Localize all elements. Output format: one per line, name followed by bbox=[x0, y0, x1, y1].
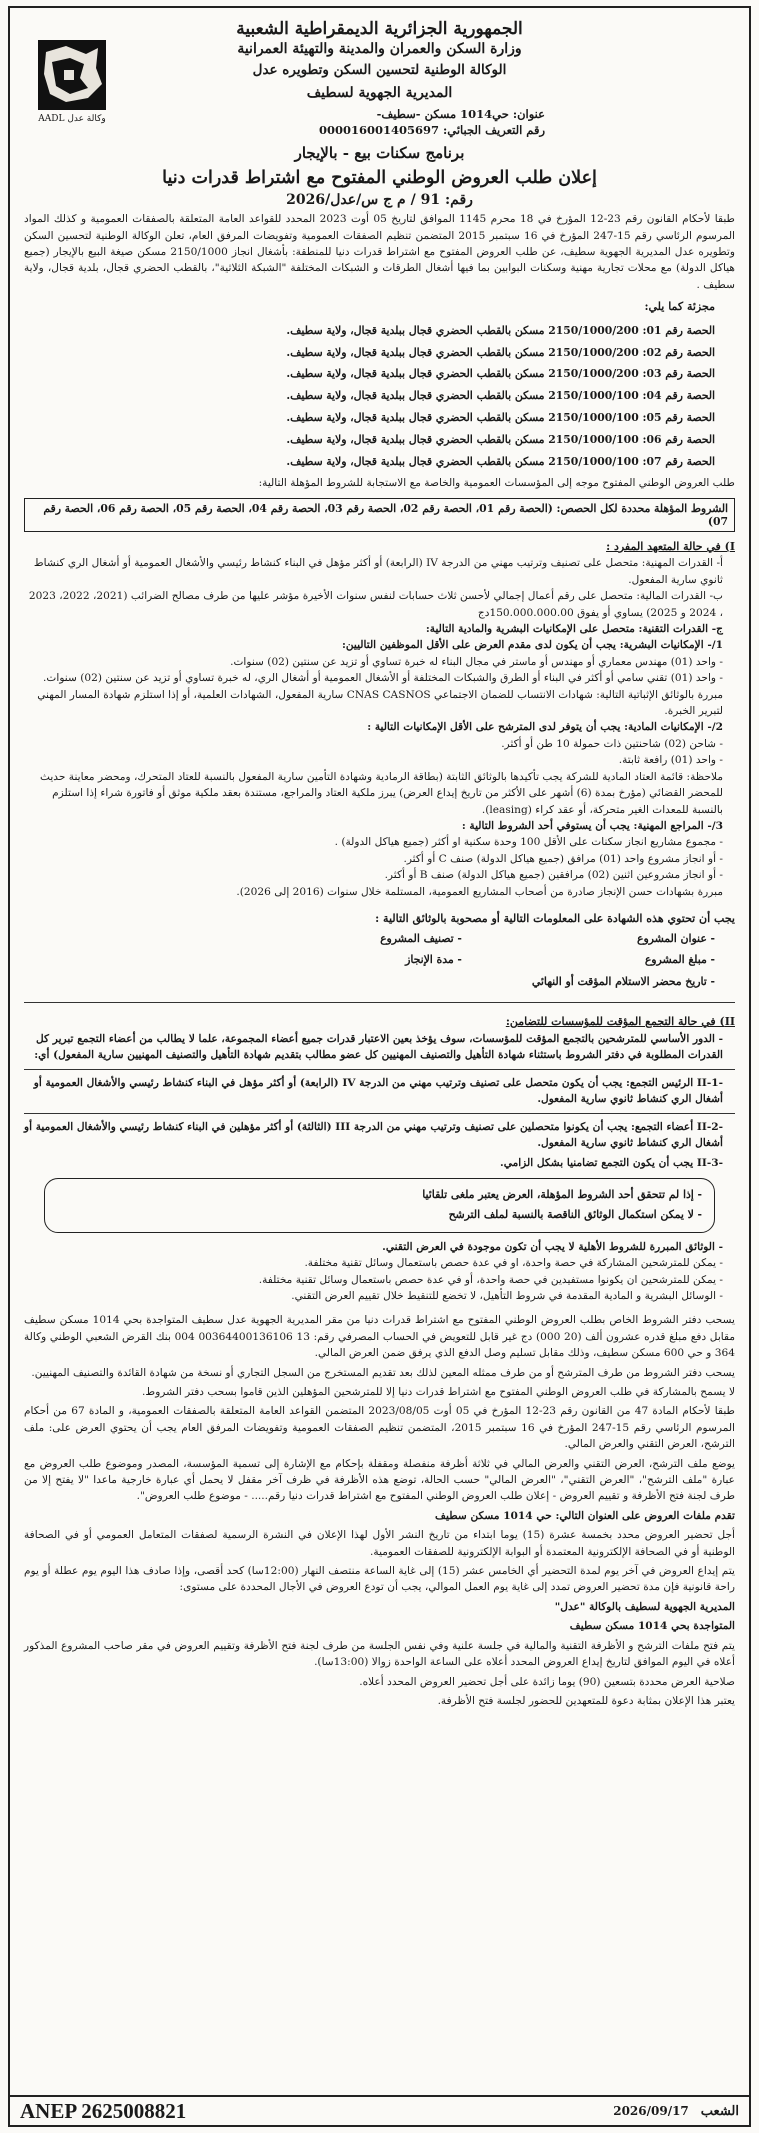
duration-paragraph: أجل تحضير العروض محدد بخمسة عشرة (15) يوما ابتداء من تاريخ النشر الأول لهذا الإعلان في النشرة الرسمية لصفقات المتعامل العمومي أو في الصحافة الوطنية أو في الصحافة الإلكترونية المعتمدة أو البوابة الإلكترونية للصفقات العمومية. bbox=[24, 1529, 735, 1558]
participation-paragraph: لا يسمح بالمشاركة في طلب العروض الوطني المفتوح مع اشتراط قدرات دنيا إلا للمترشحين المؤهلين الذين قاموا بسحب دفتر الشروط. bbox=[142, 1386, 735, 1398]
address-line: عنوان: حي1014 مسكن -سطيف- bbox=[376, 107, 545, 122]
validity-paragraph: صلاحية العرض محددة بتسعين (90) يوما زائدة على أجل تحضير العروض المحدد أعلاه. bbox=[359, 1675, 735, 1688]
human-resources: 1/- الإمكانيات البشرية: يجب أن يكون لدى مقدم العرض على الأقل الموظفين التاليين: bbox=[341, 639, 723, 652]
intro-paragraph: طبقا لأحكام القانون رقم 23-12 المؤرخ في 18 محرم 1145 الموافق لتاريخ 05 أوت 2023 المحدد للقواعد العامة المتعلقة بالصفقات العمومية و كذلك المواد المرسوم الرئاسي رقم 15-247 المؤرخ في 16 سبتمبر 2015 المتضمن تنظيم الصفقات العمومية وتفويضات المرفق العام، تعلن الوكالة الوطنية لتحسين السكن وتطويره عدل المديرية الجهوية سطيف، عن طلب العروض المفتوح مع اشتراط قدرات دنيا للمنطقة: بأشغال انجاز 2150/1000 مسكن صيغة البيع بالإيجار (جميع هياكل الدولة) مع محلات تجارية مهنية وسكنات البوابين بما فيها أشغال الطرقات و الشبكات المختلفة "الشبكة الثلاثية"، بالقطب الحضري قجال، بلدية قجال، ولاية سطيف . bbox=[24, 213, 736, 291]
certificate-fields bbox=[24, 928, 735, 993]
rejection-conditions-box bbox=[44, 1178, 715, 1233]
directorate-title: المديرية الجهوية لسطيف bbox=[306, 84, 453, 101]
deposit-location: المديرية الجهوية لسطيف بالوكالة "عدل" bbox=[554, 1600, 735, 1613]
reference-number: رقم: 91 / م ج س/عدل/2026 bbox=[286, 192, 473, 209]
financial-capacity: ب- القدرات المالية: متحصل على رقم أعمال إجمالي لأحسن ثلاث حسابات لنفس سنوات الأخيرة مؤشر عليها من طرف مصالح الضرائب (2021، 2022، 2023 ، 2024 و 2025) يساوي أو يفوق 150.000.000.00دج bbox=[28, 590, 723, 619]
envelope-paragraph: يوضع ملف الترشح، العرض التقني والعرض المالي في ثلاثة أظرفة منفصلة ومقفلة بإحكام مع الإشارة إلى تسمية المؤسسة، المصدر وموضوع طلب العروض مع عبارة "ملف الترشح"، "العرض التقني"، "العرض المالي" حسب الحالة، توضع هذه الأظرفة في ظرف آخر مقفل لا يحمل أي عبارة خارجية ماعدا "لا يفتح إلا من طرف لجنة فتح الأظرفة و تقييم العروض - إعلان طلب العروض الوطني المفتوح مع اشتراط قدرات دنيا رقم..... - موضوع طلب العروض". bbox=[24, 1457, 735, 1503]
human-resource-item: - واحد (01) تقني سامي أو أكثر في البناء أو الطرق والشبكات المختلفة أو الأشغال العمومية أو أشغال الري، له خبرة تساوي أو تزيد عن سنتين (02) سنوات. bbox=[43, 672, 723, 685]
ministry-title: وزارة السكن والعمران والمدينة والتهيئة العمرانية bbox=[237, 41, 522, 58]
consortium-members: -2-II أعضاء التجمع: يجب أن يكونوا متحصلين على تصنيف وترتيب مهني من الدرجة III (الثالثة) أو أكثر مؤهلين في البناء كنشاط رئيسي والأشغال العمومية أو أشغال الري كنشاط ثانوي سارية المفعول. bbox=[23, 1120, 723, 1149]
withdraw-paragraph: يسحب دفتر الشروط الخاص بطلب العروض الوطني المفتوح مع اشتراط قدرات دنيا من مقر المديرية الجهوية عدل سطيف المتواجدة بحي 1014 مسكن سطيف مقابل دفع مبلغ قدره عشرون ألف (20 000) دج غير قابل للتعويض في الحساب المصرفي رقم: 13 00364400136106 004 بنك القرض الشعبي الوطني وكالة 364 و حي 600 مسكن سطيف، وذلك مقابل تسليم وصل الدفع الذي يرفق ضمن العرض المالي. bbox=[24, 1314, 736, 1360]
divider bbox=[24, 1113, 735, 1114]
lot-item: الحصة رقم 04: 2150/1000/100 مسكن بالقطب الحضري قجال ببلدية قجال، ولاية سطيف. bbox=[286, 389, 715, 403]
professional-references: 3/- المراجع المهنية: يجب أن يستوفي أحد الشروط التالية : bbox=[461, 819, 723, 832]
certificate-field: - مدة الإنجاز bbox=[405, 953, 462, 967]
lot-item: الحصة رقم 02: 2150/1000/200 مسكن بالقطب الحضري قجال ببلدية قجال، ولاية سطيف. bbox=[286, 345, 715, 359]
material-resources-note: ملاحظة: قائمة العتاد المادية للشركة يجب تأكيدها بالوثائق الثابتة (بطاقة الرمادية وشهادة التأمين سارية المفعول بالنسبة للعتاد المتحرك، ومحضر معاينة حديث للمحضر القضائي (مؤرخ بمدة (6) أشهر على الأكثر من تاريخ إيداع العرض) يبرز ملكية العتاد والمراجع، مستندة بعقد ملكية موثق أو فاتورة شراء إذا استلزم بالنسبة للمعدات الغير متحركة، أو عقد كراء (leasing). bbox=[39, 770, 723, 816]
submission-address: تقدم ملفات العروض على العنوان التالي: حي 1014 مسكن سطيف bbox=[435, 1509, 735, 1522]
logo-caption: وكالة عدل AADL bbox=[38, 114, 106, 124]
note-item: - يمكن للمترشحين المشاركة في حصة واحدة، او في عدة حصص باستعمال وسائل تقنية مختلفة. bbox=[304, 1257, 723, 1270]
reference-item: - أو انجاز مشروعين اثنين (02) مرافقين (جميع هياكل الدولة) صنف B أو أكثر. bbox=[384, 869, 723, 882]
certificate-field: - تصنيف المشروع bbox=[380, 931, 462, 945]
consortium-leader: -1-II الرئيس التجمع: يجب أن يكون متحصل على تصنيف وترتيب مهني من الدرجة IV (الرابعة) أو أكثر مؤهل في البناء كنشاط رئيسي والأشغال العمومية أو أشغال الري كنشاط ثانوي سارية المفعول. bbox=[33, 1076, 723, 1106]
certificate-field: - مبلغ المشروع bbox=[644, 953, 715, 967]
certificate-field: - عنوان المشروع bbox=[637, 931, 715, 945]
reference-item: - أو انجاز مشروع واحد (01) مرافق (جميع هياكل الدولة) صنف C أو أكثر. bbox=[403, 852, 723, 865]
invitation-paragraph: يعتبر هذا الإعلان بمثابة دعوة للمتعهدين للحضور لجلسة فتح الأظرفة. bbox=[437, 1694, 735, 1707]
section-single-bidder: I) في حالة المتعهد المفرد : bbox=[606, 539, 735, 553]
law-paragraph: طبقا لأحكام المادة 47 من القانون رقم 23-12 المؤرخ في 05 أوت 2023/08/05 المتضمن القواعد العامة المتعلقة بالصفقات العمومية، و المادة 67 من أحكام المرسوم الرئاسي رقم 15-247 المؤرخ في 16 سبتمبر 2015، المتضمن تنظيم الصفقات العمومية وتفويضات المرفق العام يجب أن يحتوي العرض على: ملف الترشح، العرض التقني والعرض المالي. bbox=[24, 1405, 735, 1451]
consortium-solidarity: -3-II يجب أن يكون التجمع تضامنيا بشكل الزامي. bbox=[500, 1157, 723, 1170]
opening-paragraph: يتم فتح ملفات الترشح و الأظرفة التقنية والمالية في جلسة علنية وفي نفس الجلسة من طرف لجنة فتح الأظرفة وتقييم العروض في مقر صاحب المشروع المذكور أعلاه في اليوم الموافق لتاريخ إيداع العروض المحدد أعلاه على الساعة الواحدة زوالا (13:00سا). bbox=[24, 1639, 735, 1669]
publication-date: 2026/09/17 bbox=[613, 2104, 689, 2118]
announcement-title: إعلان طلب العروض الوطني المفتوح مع اشتراط قدرات دنيا bbox=[162, 168, 597, 189]
agency-title: الوكالة الوطنية لتحسين السكن وتطويره عدل bbox=[252, 62, 507, 79]
withdraw-person-paragraph: يسحب دفتر الشروط من طرف المترشح أو من طرف ممثله المعين لذلك بعد تقديم المستخرج من السجل التجاري أو نسخة من شهادة القائدة والتصنيف المهنيين. bbox=[31, 1366, 735, 1379]
lot-item: الحصة رقم 07: 2150/1000/100 مسكن بالقطب الحضري قجال ببلدية قجال، ولاية سطيف. bbox=[286, 454, 715, 468]
lots-list bbox=[24, 320, 735, 473]
footer-bar bbox=[10, 2095, 749, 2125]
note-item: - الوسائل البشرية و المادية المقدمة في شروط التأهيل، لا تخضع للتنقيط خلال تقييم العرض التقني. bbox=[291, 1289, 723, 1302]
newspaper-name: الشعب bbox=[700, 2103, 739, 2119]
section-consortium: II) في حالة التجمع المؤقت للمؤسسات للتضامن: bbox=[505, 1015, 735, 1029]
deposit-location-address: المتواجدة بحي 1014 مسكن سطيف bbox=[569, 1620, 735, 1633]
certificate-heading: يجب أن تحتوي هذه الشهادة على المعلومات التالية أو مصحوبة بالوثائق التالية : bbox=[375, 911, 735, 925]
announcement-document bbox=[8, 6, 751, 2127]
aadl-logo bbox=[36, 38, 108, 112]
material-resources: 2/- الإمكانيات المادية: يجب أن يتوفر لدى المترشح على الأقل الإمكانيات التالية : bbox=[367, 721, 723, 734]
human-resource-item: - واحد (01) مهندس معماري أو مهندس أو ماستر في مجال البناء له خبرة تساوي أو تزيد عن سنتين (02) سنوات. bbox=[230, 655, 723, 668]
eligibility-intro: طلب العروض الوطني المفتوح موجه إلى المؤسسات العمومية والخاصة مع الاستجابة للشروط المؤهلة التالية: bbox=[258, 477, 735, 490]
note-item: - يمكن للمترشحين ان يكونوا مستفيدين في حصة واحدة، أو في عدة حصص باستعمال وسائل تقنية مختلفة. bbox=[258, 1273, 723, 1286]
rejection-condition: - إذا لم تتحقق أحد الشروط المؤهلة، العرض يعتبر ملغى تلقائيا bbox=[422, 1187, 702, 1201]
lot-item: الحصة رقم 05: 2150/1000/100 مسكن بالقطب الحضري قجال ببلدية قجال، ولاية سطيف. bbox=[286, 411, 715, 425]
human-resources-note: مبررة بالوثائق الإثباتية التالية: شهادات الانتساب للضمان الاجتماعي CNAS CASNOS سارية المفعول، الشهادات العلمية، أو إذا استلزم شهادة المسار المهني لتبرير الخبرة. bbox=[37, 688, 723, 718]
material-resource-item: - شاحن (02) شاحنتين ذات حمولة 10 طن أو أكثر. bbox=[501, 737, 723, 750]
material-resource-item: - واحد (01) رافعة ثابتة. bbox=[618, 754, 723, 767]
lot-item: الحصة رقم 01: 2150/1000/200 مسكن بالقطب الحضري قجال ببلدية قجال، ولاية سطيف. bbox=[286, 323, 715, 337]
note-item: - الوثائق المبررة للشروط الأهلية لا يجب أن تكون موجودة في العرض التقني. bbox=[382, 1240, 723, 1253]
consortium-intro: - الدور الأساسي للمترشحين بالتجمع المؤقت للمؤسسات، سوف يؤخذ بعين الاعتبار قدرات جميع أعضاء المجموعة، علما لا يطالب من أعضاء التجمع تبرير كل القدرات المطلوبة في دفتر الشروط باستثناء شهادة التأهيل والتصنيف المهنيين كل عضو مطالب بتقديم شهادة التأهيل والتصنيف المهنيين سارية المفعول) أي: bbox=[34, 1032, 723, 1062]
anep-reference: ANEP 2625008821 bbox=[20, 2098, 187, 2123]
republic-title: الجمهورية الجزائرية الديمقراطية الشعبية bbox=[236, 19, 523, 39]
divider bbox=[24, 1069, 735, 1070]
tax-id-line: رقم التعريف الجبائي: 000016001405697 bbox=[318, 123, 545, 138]
references-note: مبررة بشهادات حسن الإنجاز صادرة من أصحاب المشاريع العمومية، المستلمة خلال سنوات (2016 إلى 2026). bbox=[236, 885, 723, 898]
technical-capacity: ج- القدرات التقنية: متحصل على الإمكانيات البشرية والمادية التالية: bbox=[425, 623, 723, 636]
divider bbox=[24, 1002, 735, 1003]
program-title: برنامج سكنات بيع - بالإيجار bbox=[294, 144, 465, 163]
reference-item: - مجموع مشاريع انجاز سكنات على الأقل 100 وحدة سكنية او أكثر (جميع هياكل الدولة) . bbox=[334, 836, 723, 849]
professional-capacity: أ- القدرات المهنية: متحصل على تصنيف وترتيب مهني من الدرجة IV (الرابعة) أو أكثر مؤهل في البناء كنشاط رئيسي والأشغال العمومية أو أشغال الري كنشاط ثانوي سارية المفعول. bbox=[33, 557, 723, 586]
lots-heading: مجزئة كما يلي: bbox=[644, 300, 715, 314]
lot-item: الحصة رقم 06: 2150/1000/100 مسكن بالقطب الحضري قجال ببلدية قجال، ولاية سطيف. bbox=[286, 432, 715, 446]
lot-item: الحصة رقم 03: 2150/1000/200 مسكن بالقطب الحضري قجال ببلدية قجال، ولاية سطيف. bbox=[286, 367, 715, 381]
certificate-field: - تاريخ محضر الاستلام المؤقت أو النهائي bbox=[531, 974, 715, 988]
deposit-paragraph: يتم إيداع العروض في آخر يوم لمدة التحضير أي الخامس عشر (15) إلى غاية الساعة منتصف النهار (12:00سا) كحد أقصى، وإذا صادف هذا اليوم يوم عطلة أو يوم راحة قانونية فإن مدة تحضير العروض تمدد إلى غاية يوم العمل الموالي، يجب أن تودع العروض في الأجال المحددة على مستوى: bbox=[24, 1565, 735, 1594]
lots-conditions-box: الشروط المؤهلة محددة لكل الحصص: (الحصة رقم 01، الحصة رقم 02، الحصة رقم 03، الحصة رقم 04، الحصة رقم 05، الحصة رقم 06، الحصة رقم 07) bbox=[24, 498, 735, 532]
rejection-condition: - لا يمكن استكمال الوثائق الناقصة بالنسبة لملف الترشح bbox=[448, 1208, 702, 1222]
